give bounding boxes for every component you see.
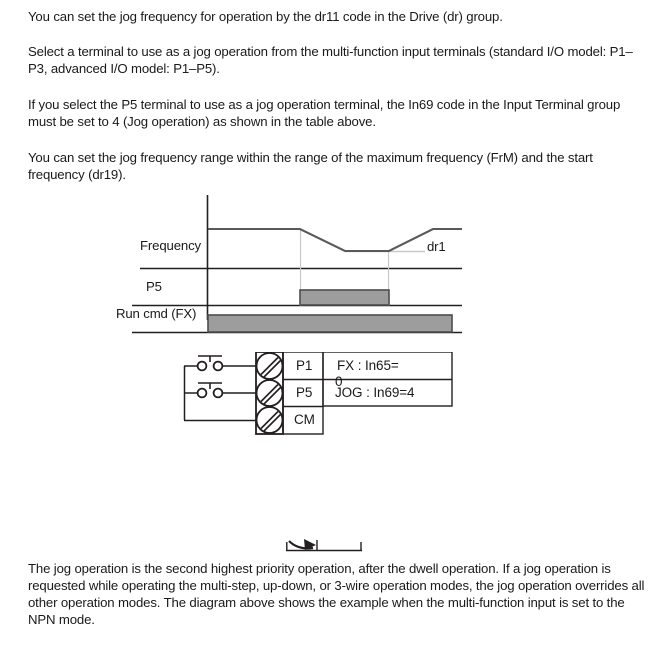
switch-p1-contact-left [198, 362, 207, 371]
arrow-fragment-icon [286, 538, 362, 552]
screw-terminal-p5 [257, 380, 283, 406]
terminal-name-p1: P1 [296, 358, 313, 373]
jog-timing-diagram [0, 195, 500, 345]
switch-p5-contact-right [214, 389, 223, 398]
paragraph-frequency-range: You can set the jog frequency range within the range of the maximum frequency (FrM) and the start frequency (dr19). [28, 150, 593, 182]
terminal-function-fx-overflow: 0 [335, 374, 343, 389]
paragraph-jog-priority-note: The jog operation is the second highest priority operation, after the dwell operation. If a jog operation is requested while operating the multi-step, up-down, or 3-wire operation modes, the jog operation overrides all other operation modes. The diagram above shows the example when the multi-function input is set to the NPN mode. [28, 561, 645, 627]
timing-label-p5: P5 [146, 279, 162, 294]
timing-label-frequency: Frequency [140, 238, 201, 253]
screw-terminal-cm [257, 407, 283, 433]
switch-p1-contact-right [214, 362, 223, 371]
terminal-name-p5: P5 [296, 385, 313, 400]
terminal-wiring-diagram [180, 352, 470, 452]
timing-label-dr1: dr1 [427, 239, 446, 254]
terminal-name-cm: CM [294, 412, 315, 427]
paragraph-terminal-selection: Select a terminal to use as a jog operation from the multi-function input terminals (standard I/O model: P1–P3, advanced I/O model: P1–P5). [28, 44, 633, 76]
terminal-function-fx: FX : In65= [337, 358, 399, 373]
timing-label-run-cmd: Run cmd (FX) [116, 306, 197, 321]
p5-pulse-bar [300, 290, 389, 305]
frequency-waveform [208, 229, 462, 251]
paragraph-jog-frequency-code: You can set the jog frequency for operation by the dr11 code in the Drive (dr) group. [28, 9, 503, 24]
paragraph-p5-in69-setting: If you select the P5 terminal to use as a jog operation terminal, the In69 code in the Input Terminal group must be set to 4 (Jog operation) as shown in the table above. [28, 97, 621, 129]
switch-p5-contact-left [198, 389, 207, 398]
screw-terminal-p1 [257, 353, 283, 379]
terminal-function-jog: JOG : In69=4 [335, 385, 415, 400]
run-cmd-bar [208, 315, 452, 332]
